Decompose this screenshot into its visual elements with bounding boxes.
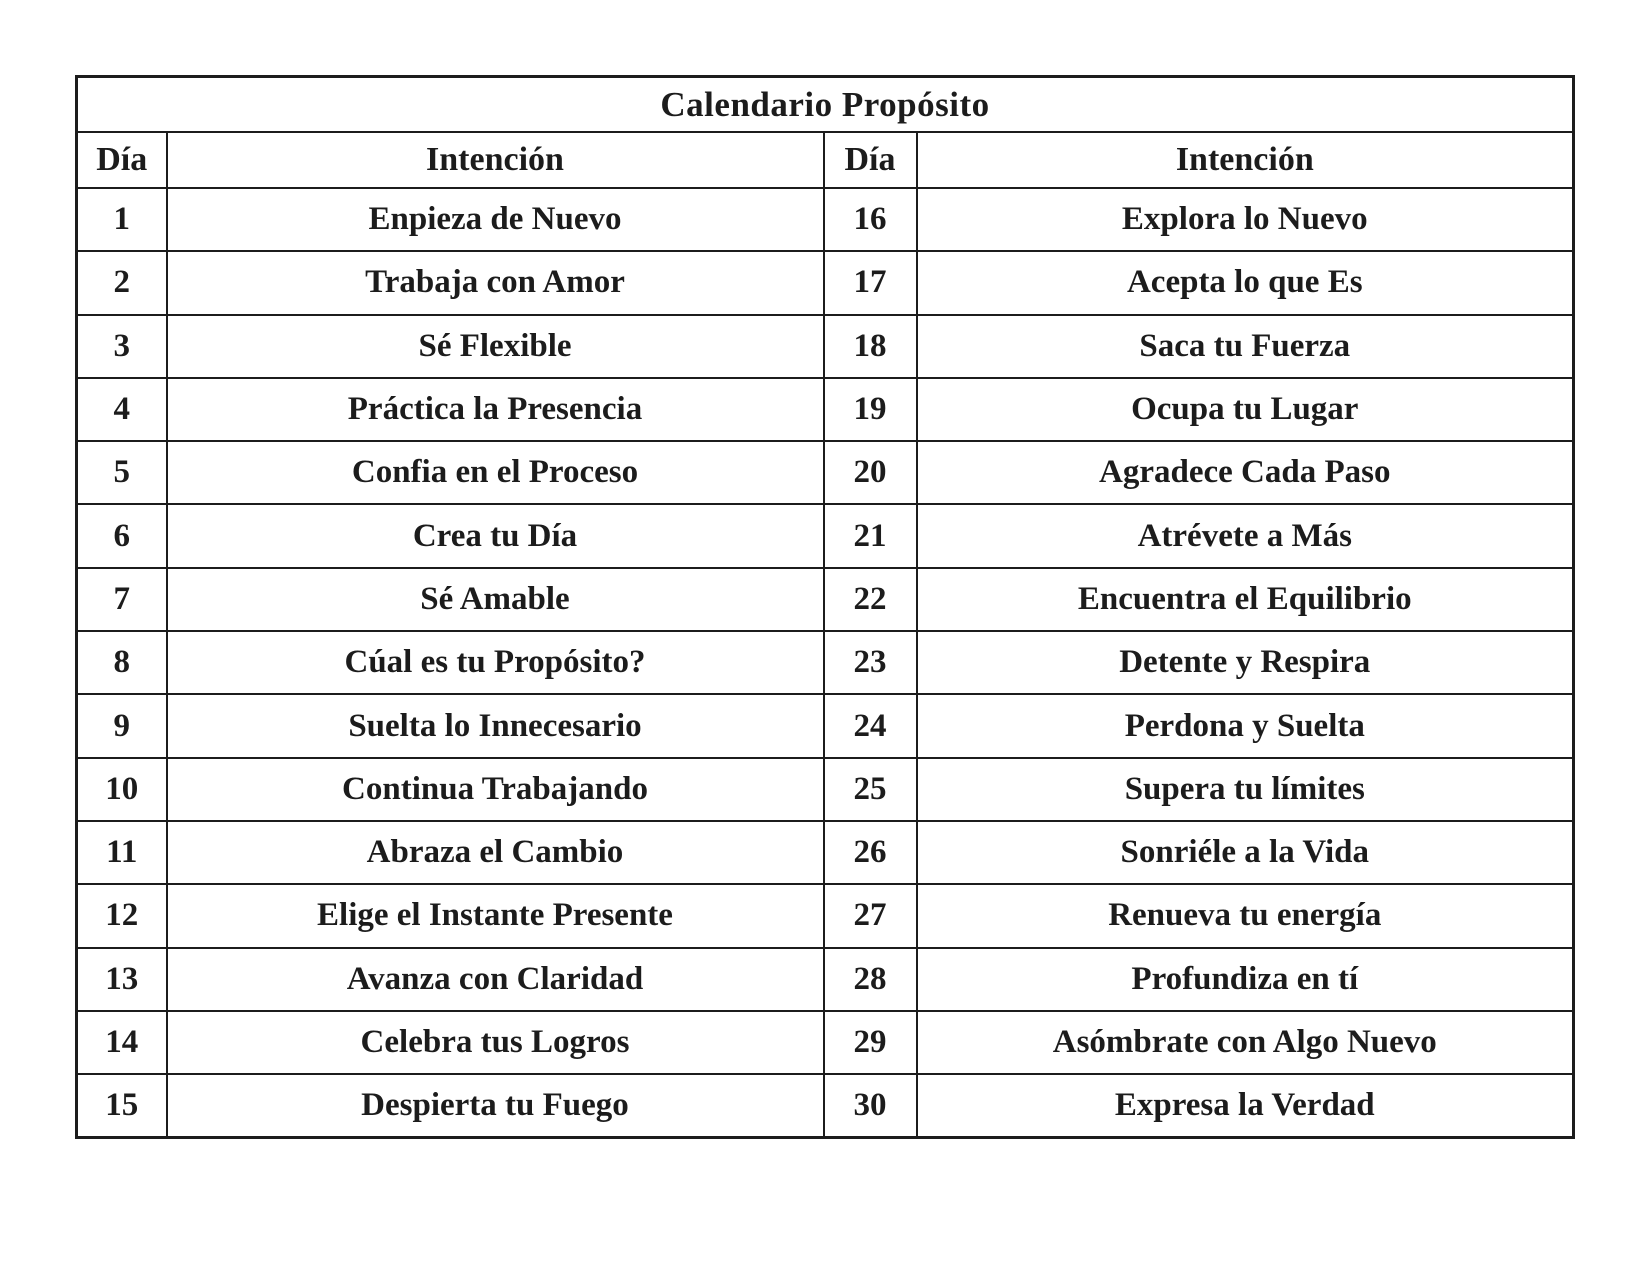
intention-cell: Continua Trabajando [167, 758, 824, 821]
day-cell: 9 [77, 694, 167, 757]
intention-cell: Crea tu Día [167, 504, 824, 567]
table-row [77, 884, 1574, 947]
table-row [77, 251, 1574, 314]
intention-cell: Enpieza de Nuevo [167, 188, 824, 251]
day-cell: 10 [77, 758, 167, 821]
table-row [77, 1011, 1574, 1074]
day-header-left: Día [77, 132, 167, 188]
day-cell: 5 [77, 441, 167, 504]
intention-cell: Asómbrate con Algo Nuevo [917, 1011, 1574, 1074]
intention-cell: Celebra tus Logros [167, 1011, 824, 1074]
intention-cell: Avanza con Claridad [167, 948, 824, 1011]
intention-cell: Acepta lo que Es [917, 251, 1574, 314]
day-cell: 18 [824, 315, 917, 378]
intention-cell: Práctica la Presencia [167, 378, 824, 441]
table-row [77, 631, 1574, 694]
day-cell: 26 [824, 821, 917, 884]
day-cell: 13 [77, 948, 167, 1011]
intention-cell: Suelta lo Innecesario [167, 694, 824, 757]
intention-cell: Sé Amable [167, 568, 824, 631]
intention-cell: Saca tu Fuerza [917, 315, 1574, 378]
day-cell: 20 [824, 441, 917, 504]
day-cell: 25 [824, 758, 917, 821]
table-row [77, 948, 1574, 1011]
day-cell: 23 [824, 631, 917, 694]
day-cell: 14 [77, 1011, 167, 1074]
intention-cell: Sé Flexible [167, 315, 824, 378]
table-row [77, 821, 1574, 884]
intention-cell: Supera tu límites [917, 758, 1574, 821]
calendario-proposito-table [75, 75, 1575, 1139]
day-cell: 1 [77, 188, 167, 251]
day-cell: 27 [824, 884, 917, 947]
intention-cell: Perdona y Suelta [917, 694, 1574, 757]
intention-cell: Abraza el Cambio [167, 821, 824, 884]
day-cell: 22 [824, 568, 917, 631]
day-cell: 21 [824, 504, 917, 567]
table-row [77, 1074, 1574, 1138]
intention-cell: Agradece Cada Paso [917, 441, 1574, 504]
table-title: Calendario Propósito [77, 77, 1574, 133]
intention-cell: Elige el Instante Presente [167, 884, 824, 947]
intention-cell: Encuentra el Equilibrio [917, 568, 1574, 631]
intention-cell: Sonriéle a la Vida [917, 821, 1574, 884]
day-cell: 30 [824, 1074, 917, 1138]
table-row [77, 378, 1574, 441]
day-cell: 17 [824, 251, 917, 314]
table-row [77, 694, 1574, 757]
table-row [77, 315, 1574, 378]
table-title-row [77, 77, 1574, 133]
day-cell: 28 [824, 948, 917, 1011]
day-header-right: Día [824, 132, 917, 188]
intention-cell: Expresa la Verdad [917, 1074, 1574, 1138]
intention-header-right: Intención [917, 132, 1574, 188]
day-cell: 15 [77, 1074, 167, 1138]
day-cell: 24 [824, 694, 917, 757]
table-header-row [77, 132, 1574, 188]
day-cell: 2 [77, 251, 167, 314]
table-row [77, 568, 1574, 631]
day-cell: 16 [824, 188, 917, 251]
intention-cell: Detente y Respira [917, 631, 1574, 694]
day-cell: 7 [77, 568, 167, 631]
intention-cell: Profundiza en tí [917, 948, 1574, 1011]
day-cell: 6 [77, 504, 167, 567]
intention-cell: Ocupa tu Lugar [917, 378, 1574, 441]
intention-cell: Confia en el Proceso [167, 441, 824, 504]
intention-cell: Renueva tu energía [917, 884, 1574, 947]
day-cell: 12 [77, 884, 167, 947]
day-cell: 4 [77, 378, 167, 441]
intention-cell: Cúal es tu Propósito? [167, 631, 824, 694]
day-cell: 29 [824, 1011, 917, 1074]
intention-cell: Trabaja con Amor [167, 251, 824, 314]
table-row [77, 504, 1574, 567]
day-cell: 11 [77, 821, 167, 884]
intention-cell: Despierta tu Fuego [167, 1074, 824, 1138]
day-cell: 19 [824, 378, 917, 441]
table-row [77, 188, 1574, 251]
intention-header-left: Intención [167, 132, 824, 188]
intention-cell: Explora lo Nuevo [917, 188, 1574, 251]
day-cell: 8 [77, 631, 167, 694]
intention-cell: Atrévete a Más [917, 504, 1574, 567]
table-row [77, 758, 1574, 821]
day-cell: 3 [77, 315, 167, 378]
table-row [77, 441, 1574, 504]
